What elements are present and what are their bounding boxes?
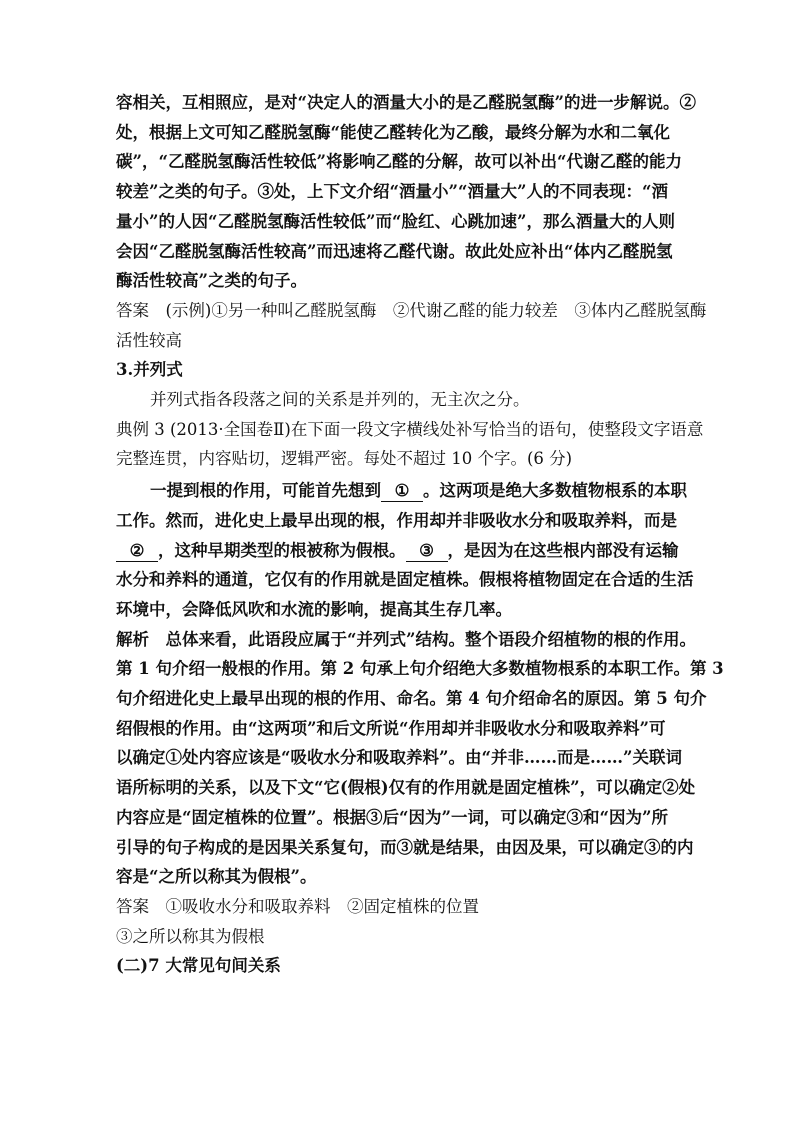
text-line: 活性较高 <box>116 330 182 350</box>
passage-text: 。这两项是绝大多数植物根系的本职 <box>423 481 687 501</box>
passage-line <box>116 536 678 566</box>
text-line: 较差”之类的句子。③处，上下文介绍“酒量小”“酒量大”人的不同表现：“酒 <box>116 182 668 202</box>
passage-line <box>116 476 687 506</box>
text-line: 容是“之所以称其为假根”。 <box>116 867 317 887</box>
text-line: 第 1 句介绍一般根的作用。第 2 句承上句介绍绝大多数植物根系的本职工作。第 3 <box>116 659 724 679</box>
text-line: 容相关，互相照应，是对“决定人的酒量大小的是乙醛脱氢酶”的进一步解说。② <box>116 93 696 112</box>
text-line: 会因“乙醛脱氢酶活性较高”而迅速将乙醛代谢。故此处应补出“体内乙醛脱氢 <box>116 241 673 261</box>
passage-line: 环境中，会降低风吹和水流的影响，提高其生存几率。 <box>116 599 512 619</box>
text-line: 语所标明的关系，以及下文“它(假根)仅有的作用就是固定植株”，可以确定②处 <box>116 778 696 798</box>
text-line: 句介绍进化史上最早出现的根的作用、命名。第 4 句介绍命名的原因。第 5 句介 <box>116 689 707 709</box>
text-line: 处，根据上文可知乙醛脱氢酶“能使乙醛转化为乙酸，最终分解为水和二氧化 <box>116 122 670 142</box>
passage-text: 一提到根的作用，可能首先想到 <box>150 481 381 501</box>
text-line: 量小”的人因“乙醛脱氢酶活性较低”而“脸红、心跳加速”，那么酒量大的人则 <box>116 211 675 231</box>
document-page <box>116 88 724 981</box>
text-line: 酶活性较高”之类的句子。 <box>116 271 307 291</box>
text-line: 完整连贯，内容贴切，逻辑严密。每处不超过 10 个字。(6 分) <box>116 449 573 469</box>
fill-blank-2: ② <box>116 541 158 562</box>
fill-blank-1: ① <box>381 481 423 502</box>
section-3-description: 并列式指各段落之间的关系是并列的，无主次之分。 <box>150 390 530 410</box>
text-line: 答案 (示例)①另一种叫乙醛脱氢酶 ②代谢乙醛的能力较差 ③体内乙醛脱氢酶 <box>116 300 707 320</box>
example-passage <box>116 476 694 625</box>
analysis-continuation-paragraph <box>116 88 696 296</box>
text-line: 内容应是“固定植株的位置”。根据③后“因为”一词，可以确定③和“因为”所 <box>116 807 668 827</box>
fill-blank-3: ③ <box>406 541 448 562</box>
text-line: 以确定①处内容应该是“吸收水分和吸取养料”。由“并非……而是……”关联词 <box>116 748 682 768</box>
text-line: 引导的句子构成的是因果关系复句，而③就是结果，由因及果，可以确定③的内 <box>116 837 694 857</box>
text-line: 碳”，“乙醛脱氢酶活性较低”将影响乙醛的分解，故可以补出“代谢乙醛的能力 <box>116 152 682 172</box>
analysis-block <box>116 625 724 892</box>
answer-block-2 <box>116 892 678 951</box>
text-line: 解析 总体来看，此语段应属于“并列式”结构。整个语段介绍植物的根的作用。 <box>116 629 696 649</box>
text-line: ③之所以称其为假根 <box>116 926 265 946</box>
text-line: 绍假根的作用。由“这两项”和后文所说“作用却并非吸收水分和吸取养料”可 <box>116 718 666 738</box>
example-3-prompt <box>116 415 704 474</box>
passage-line: 水分和养料的通道，它仅有的作用就是固定植株。假根将植物固定在合适的生活 <box>116 570 694 590</box>
text-line: 答案 ①吸收水分和吸取养料 ②固定植株的位置 <box>116 896 479 916</box>
passage-line: 工作。然而，进化史上最早出现的根，作用却并非吸收水分和吸取养料，而是 <box>116 510 677 530</box>
section-3-title: 3.并列式 <box>116 360 183 380</box>
passage-text: ，这种早期类型的根被称为假根。 <box>158 540 406 560</box>
section-2-title: (二)7 大常见句间关系 <box>116 956 281 976</box>
answer-block-1 <box>116 296 707 355</box>
passage-text: ，是因为在这些根内部没有运输 <box>447 540 679 560</box>
text-line: 典例 3 (2013·全国卷Ⅱ)在下面一段文字横线处补写恰当的语句，使整段文字语意 <box>116 419 704 439</box>
